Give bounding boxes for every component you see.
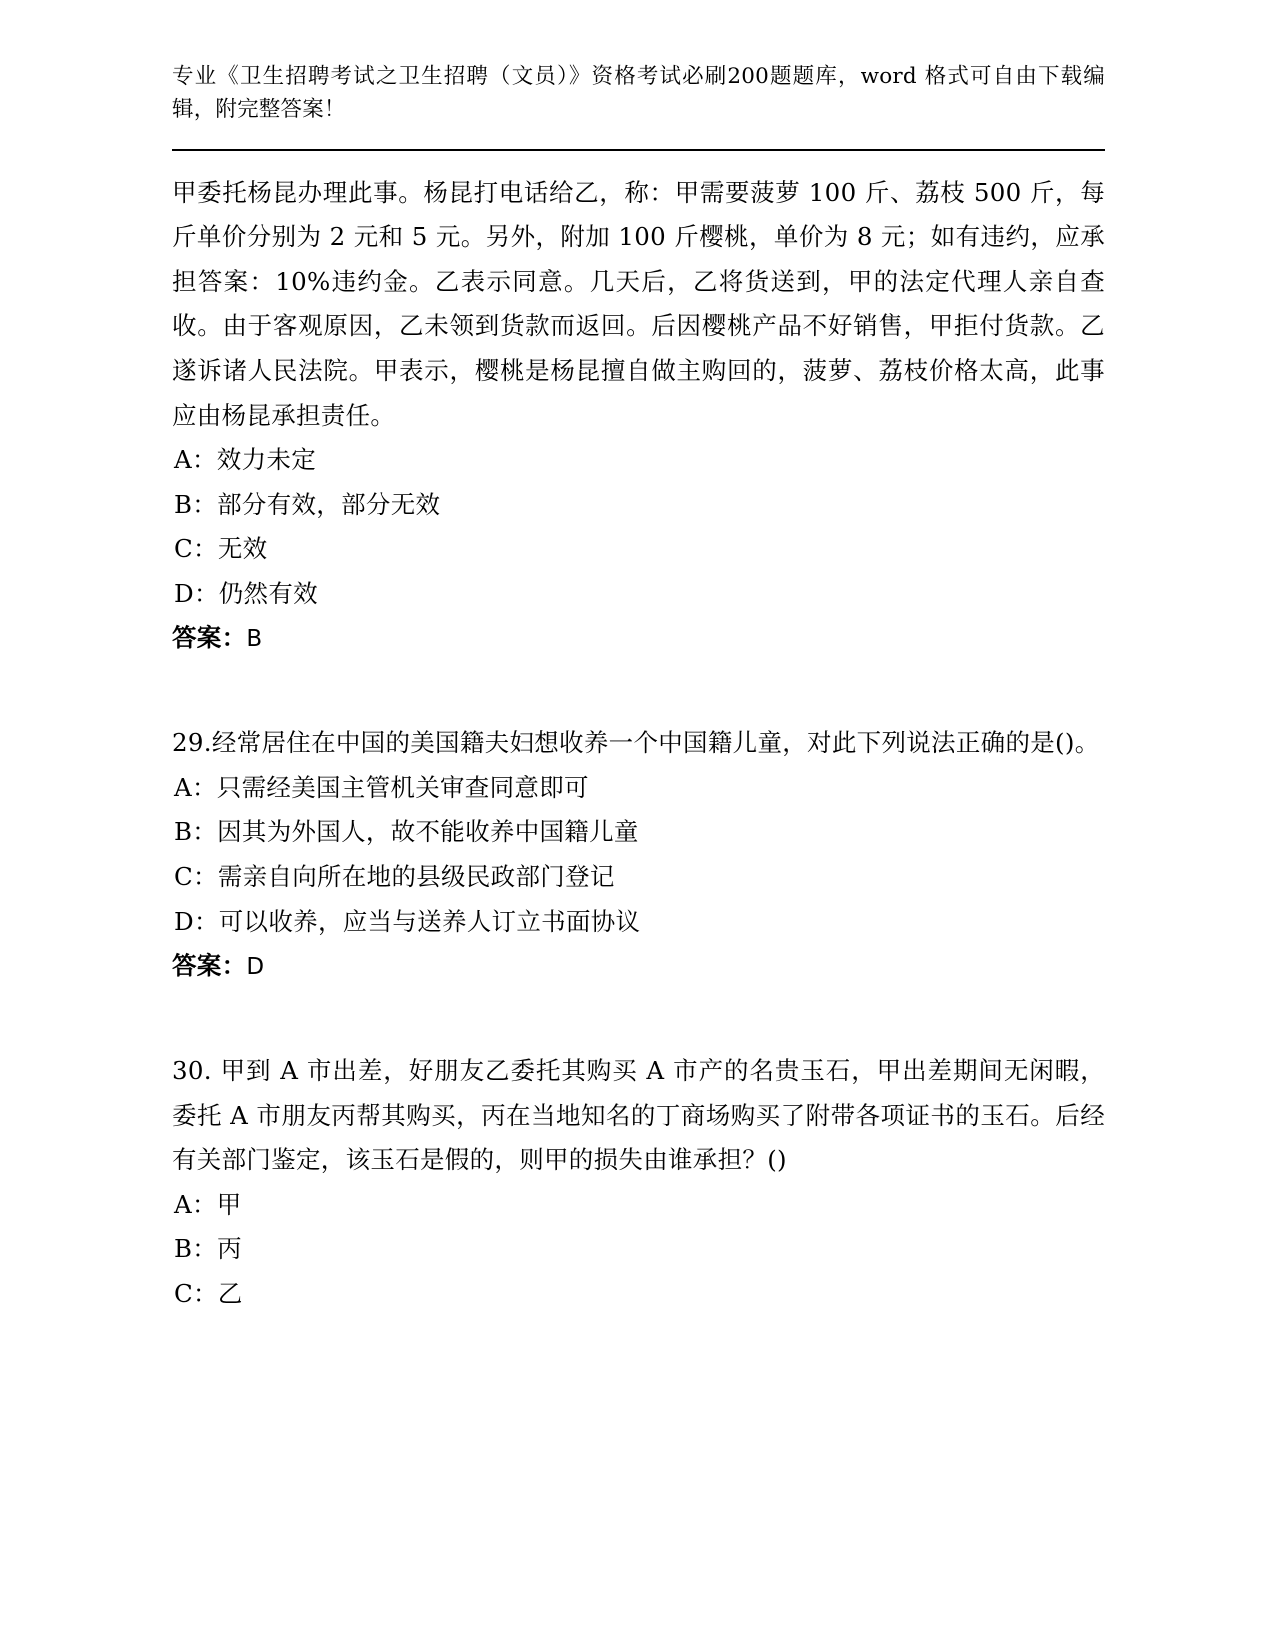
header-divider xyxy=(172,149,1105,151)
option-c: C：需亲自向所在地的县级民政部门登记 xyxy=(174,862,615,891)
answer-label: 答案： xyxy=(172,623,247,653)
option-b: B：丙 xyxy=(174,1234,242,1264)
option-b: B：因其为外国人，故不能收养中国籍儿童 xyxy=(174,817,639,847)
option-d: D：仍然有效 xyxy=(174,578,318,608)
question-block-30 xyxy=(172,1049,1105,1316)
answer-row xyxy=(172,616,1105,661)
option-a: A：效力未定 xyxy=(174,445,316,475)
question-block-29 xyxy=(172,721,1105,989)
answer-value: B xyxy=(246,626,263,653)
option-d: D：可以收养，应当与送养人订立书面协议 xyxy=(174,906,641,936)
question-stem: 30. 甲到 A 市出差，好朋友乙委托其购买 A 市产的名贵玉石，甲出差期间无闲暇，委托 A 市朋友丙帮其购买，丙在当地知名的丁商场购买了附带各项证书的玉石。后经有关部门鉴定，该玉石是假的，则甲的损失由谁承担？() xyxy=(172,1056,1105,1175)
document-header: 专业《卫生招聘考试之卫生招聘（文员）》资格考试必刷200题题库，word 格式可自由下载编辑，附完整答案！ xyxy=(172,64,1105,123)
answer-value: D xyxy=(246,954,265,981)
option-a: A：甲 xyxy=(174,1189,242,1219)
spacer xyxy=(172,989,1105,1029)
option-c: C：无效 xyxy=(174,534,268,564)
answer-label: 答案： xyxy=(172,951,247,981)
option-c: C：乙 xyxy=(174,1278,243,1308)
spacer xyxy=(172,661,1105,701)
question-block-28 xyxy=(172,171,1105,662)
answer-row xyxy=(172,944,1105,989)
question-stem: 甲委托杨昆办理此事。杨昆打电话给乙，称：甲需要菠萝 100 斤、荔枝 500 斤，每斤单价分别为 2 元和 5 元。另外，附加 100 斤樱桃，单价为 8 元；如有违约，应承担答案：10%违约金。乙表示同意。几天后，乙将货送到，甲的法定代理人亲自查收。由于客观原因，乙未领到货款而返回。后因樱桃产品不好销售，甲拒付货款。乙遂诉诸人民法院。甲表示，樱桃是杨昆擅自做主购回的，菠萝、荔枝价格太高，此事应由杨昆承担责任。 xyxy=(172,177,1105,430)
question-stem: 29.经常居住在中国的美国籍夫妇想收养一个中国籍儿童，对此下列说法正确的是()。 xyxy=(172,728,1100,758)
option-b: B：部分有效，部分无效 xyxy=(174,489,441,519)
option-a: A：只需经美国主管机关审查同意即可 xyxy=(174,772,589,802)
